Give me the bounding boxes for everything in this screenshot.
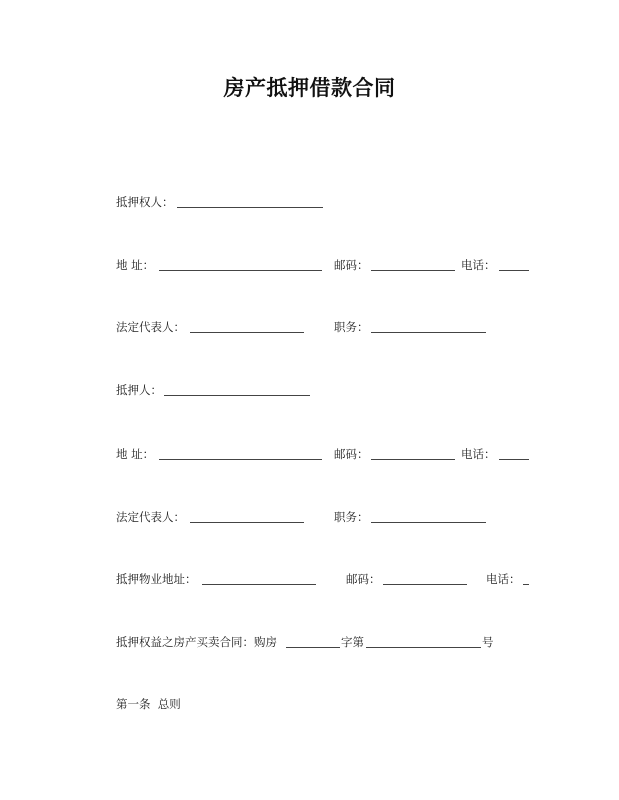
contract-ref-word-field[interactable] (286, 647, 340, 648)
mortgagee-position-field[interactable] (371, 332, 486, 333)
mortgagor-row (116, 380, 536, 400)
document-title: 房产抵押借款合同 (223, 76, 396, 100)
mortgagee-legal-rep-label: 法定代表人： (116, 320, 185, 334)
property-postcode-field[interactable] (383, 584, 467, 585)
contract-ref-mid: 字第 (341, 635, 364, 649)
mortgagee-position-label: 职务： (334, 320, 369, 334)
mortgagor-address-row (116, 444, 536, 464)
mortgagor-phone-field[interactable] (499, 459, 529, 460)
contract-ref-row (116, 632, 536, 652)
mortgagor-address-field[interactable] (159, 459, 322, 460)
mortgagee-postcode-label: 邮码： (334, 258, 369, 272)
contract-ref-suffix: 号 (482, 635, 494, 649)
contract-ref-prefix: 抵押权益之房产买卖合同：购房 (116, 635, 277, 649)
section-1-heading-row (116, 694, 536, 714)
section-1-heading: 第一条 总则 (116, 697, 181, 711)
mortgagee-legal-rep-field[interactable] (190, 332, 304, 333)
mortgagee-legal-rep-row (116, 317, 536, 337)
mortgagor-position-label: 职务： (334, 510, 369, 524)
property-address-label: 抵押物业地址： (116, 572, 197, 586)
property-address-row (116, 569, 536, 589)
mortgagee-phone-field[interactable] (499, 270, 529, 271)
mortgagor-label: 抵押人： (116, 383, 162, 397)
mortgagor-phone-label: 电话： (461, 447, 496, 461)
mortgagee-field[interactable] (177, 207, 323, 208)
mortgagee-row (116, 192, 536, 212)
mortgagee-address-label: 地 址： (116, 258, 155, 272)
mortgagee-phone-label: 电话： (461, 258, 496, 272)
property-postcode-label: 邮码： (346, 572, 381, 586)
mortgagee-address-row (116, 255, 536, 275)
mortgagor-position-field[interactable] (371, 522, 486, 523)
mortgagor-legal-rep-label: 法定代表人： (116, 510, 185, 524)
mortgagor-postcode-field[interactable] (371, 459, 455, 460)
property-phone-label: 电话： (486, 572, 521, 586)
mortgagee-postcode-field[interactable] (371, 270, 455, 271)
mortgagee-label: 抵押权人： (116, 195, 174, 209)
mortgagee-address-field[interactable] (159, 270, 322, 271)
mortgagor-address-label: 地 址： (116, 447, 155, 461)
mortgagor-legal-rep-row (116, 507, 536, 527)
contract-ref-number-field[interactable] (366, 647, 481, 648)
mortgagor-legal-rep-field[interactable] (190, 522, 304, 523)
mortgagor-postcode-label: 邮码： (334, 447, 369, 461)
mortgagor-field[interactable] (164, 395, 310, 396)
property-address-field[interactable] (202, 584, 316, 585)
property-phone-field[interactable] (523, 584, 529, 585)
